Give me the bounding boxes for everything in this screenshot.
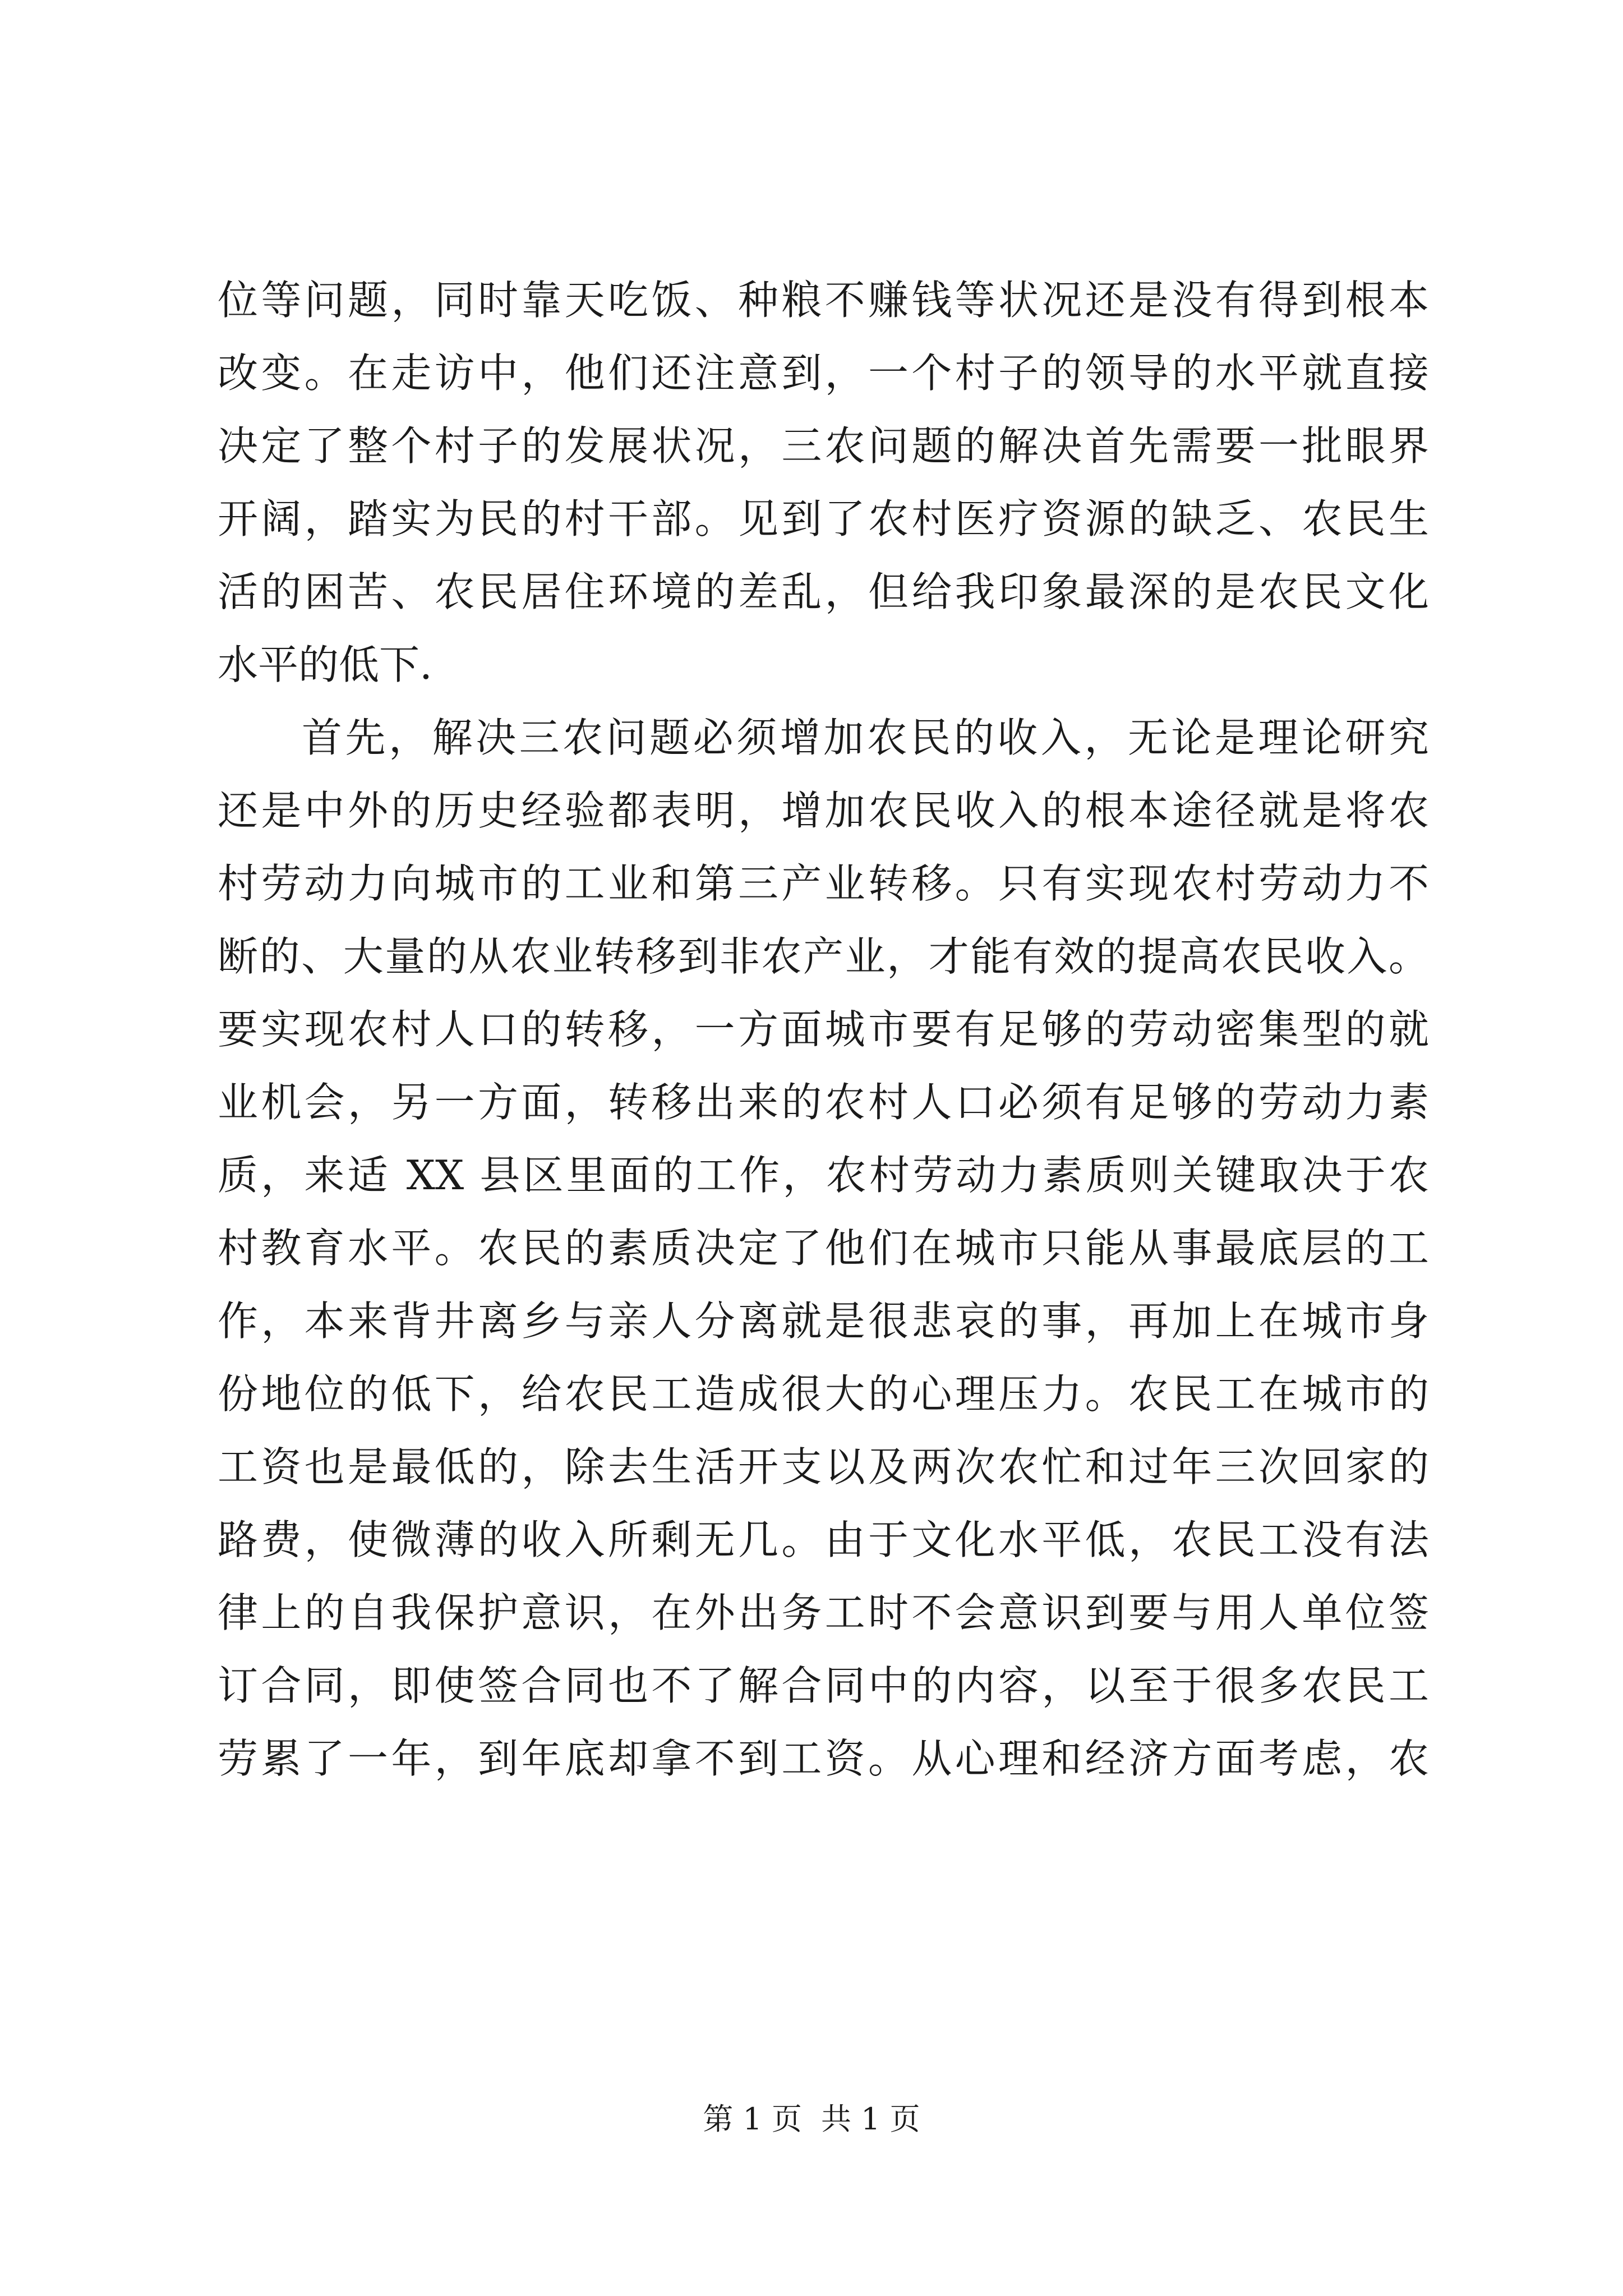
body-text <box>218 264 1429 1795</box>
text-line: 劳累了一年，到年底却拿不到工资。从心理和经济方面考虑，农 <box>218 1735 1429 1782</box>
text-line: 还是中外的历史经验都表明，增加农民收入的根本途径就是将农 <box>218 787 1429 834</box>
text-line: 活的困苦、农民居住环境的差乱，但给我印象最深的是农民文化 <box>218 568 1429 615</box>
text-line: 村劳动力向城市的工业和第三产业转移。只有实现农村劳动力不 <box>218 860 1429 907</box>
text-line: 水平的低下. <box>218 641 432 688</box>
text-line: 路费，使微薄的收入所剩无几。由于文化水平低，农民工没有法 <box>218 1516 1429 1563</box>
text-line: 村教育水平。农民的素质决定了他们在城市只能从事最底层的工 <box>218 1225 1429 1272</box>
text-line: 律上的自我保护意识，在外出务工时不会意识到要与用人单位签 <box>218 1589 1429 1636</box>
text-line: 位等问题，同时靠天吃饭、种粮不赚钱等状况还是没有得到根本 <box>218 277 1429 324</box>
text-line: 业机会，另一方面，转移出来的农村人口必须有足够的劳动力素 <box>218 1079 1429 1126</box>
paragraph-first-line: 首先，解决三农问题必须增加农民的收入，无论是理论研究 <box>302 714 1429 761</box>
text-line: 工资也是最低的，除去生活开支以及两次农忙和过年三次回家的 <box>218 1443 1429 1490</box>
text-line: 开阔，踏实为民的村干部。见到了农村医疗资源的缺乏、农民生 <box>218 495 1429 542</box>
text-line: 作，本来背井离乡与亲人分离就是很悲哀的事，再加上在城市身 <box>218 1297 1429 1345</box>
text-line: 份地位的低下，给农民工造成很大的心理压力。农民工在城市的 <box>218 1370 1429 1418</box>
text-line: 改变。在走访中，他们还注意到，一个村子的领导的水平就直接 <box>218 349 1429 397</box>
total-pages: 共 1 页 <box>821 2101 920 2137</box>
text-line: 要实现农村人口的转移，一方面城市要有足够的劳动密集型的就 <box>218 1006 1429 1053</box>
text-line: 断的、大量的从农业转移到非农产业，才能有效的提高农民收入。 <box>218 933 1429 980</box>
page-footer <box>0 2097 1623 2142</box>
page-number: 第 1 页 <box>703 2101 802 2137</box>
text-line: 决定了整个村子的发展状况，三农问题的解决首先需要一批眼界 <box>218 422 1429 470</box>
text-line: 质，来适 XX 县区里面的工作，农村劳动力素质则关键取决于农 <box>218 1152 1429 1199</box>
text-line: 订合同，即使签合同也不了解合同中的内容，以至于很多农民工 <box>218 1662 1429 1709</box>
